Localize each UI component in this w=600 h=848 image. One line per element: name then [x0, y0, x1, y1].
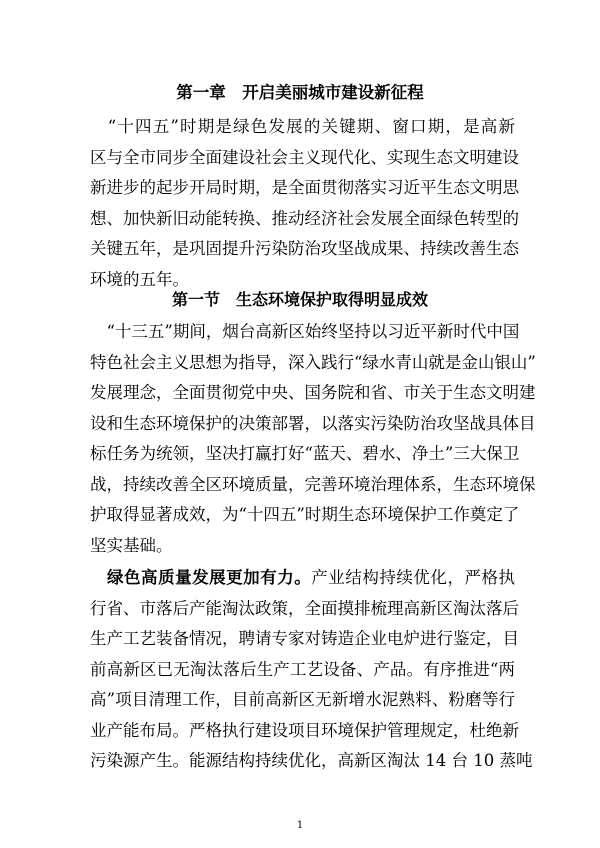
section-paragraph-1: [90, 317, 536, 561]
paragraph-line: 想、加快新旧动能转换、推动经济社会发展全面绿色转型的: [90, 208, 519, 228]
paragraph-line: 发展理念，全面贯彻党中央、国务院和省、市关于生态文明建: [90, 383, 536, 402]
page-number: 1: [296, 820, 304, 831]
paragraph-line: 区与全市同步全面建设社会主义现代化、实现生态文明建设: [90, 147, 519, 167]
paragraph-line: 前高新区已无淘汰落后生产工艺设备、产品。有序推进“两: [90, 659, 515, 679]
paragraph-line: 设和生态环境保护的决策部署，以落实污染防治攻坚战具体目: [90, 413, 536, 433]
paragraph-line: 特色社会主义思想为指导，深入践行“绿水青山就是金山银山”: [90, 352, 536, 372]
section-title: 第一节 生态环境保护取得明显成效: [171, 290, 428, 309]
paragraph-line: “十三五”期间，烟台高新区始终坚持以习近平新时代中国: [90, 322, 520, 341]
section-paragraph-2: [90, 563, 533, 777]
paragraph-line: 生产工艺装备情况，聘请专家对铸造企业电炉进行鉴定，目: [90, 629, 519, 648]
paragraph-line: 高”项目清理工作，目前高新区无新增水泥熟料、粉磨等行: [90, 690, 515, 709]
paragraph-lead-heading: 绿色高质量发展更加有力。: [90, 568, 312, 587]
paragraph-line: 坚实基础。: [90, 535, 173, 555]
chapter-intro-paragraph: [90, 112, 519, 295]
paragraph-line: 关键五年，是巩固提升污染防治攻坚战成果、持续改善生态: [90, 239, 519, 258]
paragraph-line: 环境的五年。: [90, 269, 189, 289]
paragraph-line: 护取得显著成效，为“十四五”时期生态环境保护工作奠定了: [90, 505, 520, 524]
chapter-title: 第一章 开启美丽城市建设新征程: [176, 83, 424, 102]
paragraph-line: 标任务为统领，坚决打赢打好“蓝天、碧水、净土”三大保卫: [90, 444, 520, 463]
paragraph-line: 战，持续改善全区环境质量，完善环境治理体系，生态环境保: [90, 474, 536, 494]
paragraph-line: 新进步的起步开局时期，是全面贯彻落实习近平生态文明思: [90, 178, 519, 197]
paragraph-line: 业产能布局。严格执行建设项目环境保护管理规定，杜绝新: [90, 720, 519, 740]
paragraph-line: “十四五”时期是绿色发展的关键期、窗口期，是高新: [90, 117, 515, 136]
paragraph-line: [90, 563, 515, 594]
paragraph-text: 产业结构持续优化，严格执: [311, 568, 516, 587]
paragraph-line: 行省、市落后产能淘汰政策，全面摸排梳理高新区淘汰落后: [90, 598, 519, 618]
paragraph-line: 污染源产生。能源结构持续优化，高新区淘汰 14 台 10 蒸吨: [90, 751, 533, 770]
